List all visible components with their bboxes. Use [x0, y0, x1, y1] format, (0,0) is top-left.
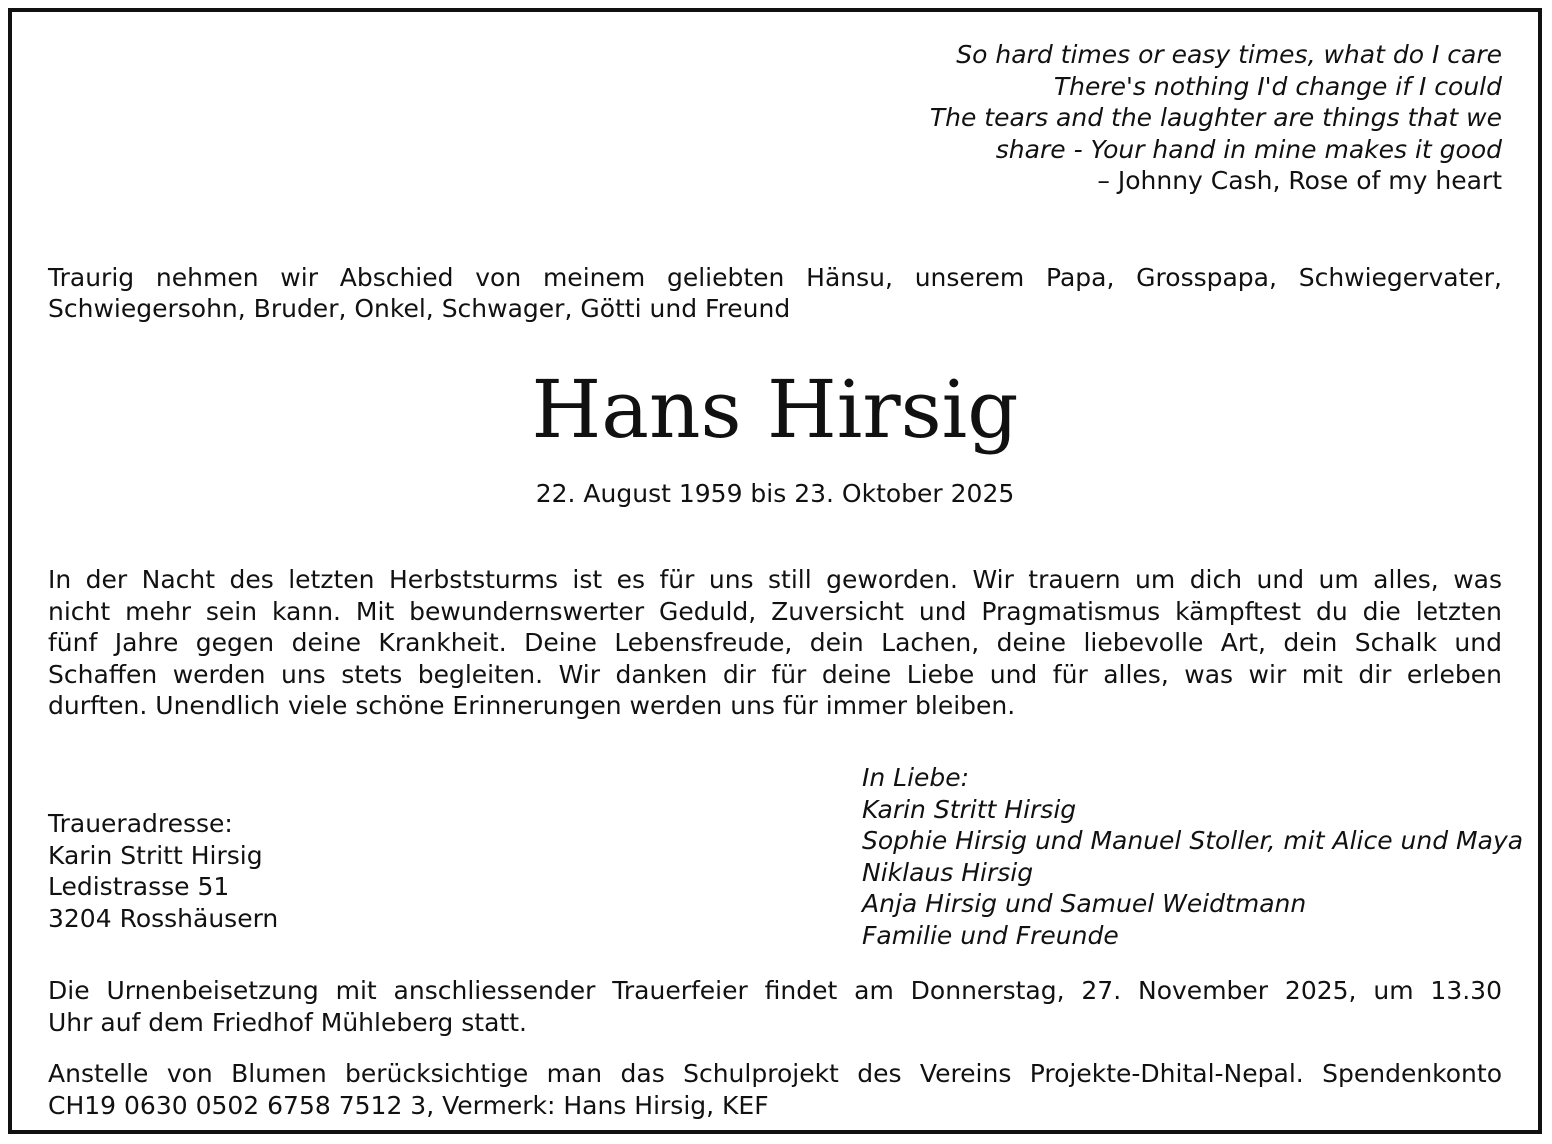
quote-attribution: – Johnny Cash, Rose of my heart — [1097, 166, 1502, 195]
address-name: Karin Stritt Hirsig — [48, 840, 263, 870]
address-city: 3204 Rosshäusern — [48, 903, 279, 933]
intro-line: Schwiegersohn, Bruder, Onkel, Schwager, Götti und Freund — [48, 294, 791, 323]
tribute-line: nicht mehr sein kann. Mit bewundernswerter Geduld, Zuversicht und Pragmatismus kämpftest du die letzten — [48, 596, 1502, 626]
funeral-line: Die Urnenbeisetzung mit anschliessender Trauerfeier findet am Donnerstag, 27. November 2025, um 13.30 — [48, 976, 1502, 1005]
tribute-paragraph — [48, 564, 1502, 722]
mourning-address — [48, 808, 748, 934]
obituary-notice — [8, 8, 1542, 1134]
mourner-name: Anja Hirsig und Samuel Weidtmann — [862, 889, 1307, 918]
address-label: Traueradresse: — [48, 809, 233, 838]
donation-line: Anstelle von Blumen berücksichtige man das Schulprojekt des Vereins Projekte-Dhital-Nepal. Spendenkonto — [48, 1059, 1502, 1088]
tribute-line: In der Nacht des letzten Herbststurms ist es für uns still geworden. Wir trauern um dich und um alles, was — [48, 565, 1502, 594]
quote-line: There's nothing I'd change if I could — [1053, 71, 1502, 101]
intro-text — [48, 262, 1502, 324]
tribute-line: fünf Jahre gegen deine Krankheit. Deine Lebensfreude, dein Lachen, deine liebevolle Art, dein Schalk und — [48, 628, 1502, 657]
mourner-name: Niklaus Hirsig — [862, 857, 1034, 887]
intro-line: Traurig nehmen wir Abschied von meinem geliebten Hänsu, unserem Papa, Grosspapa, Schwiegervater, — [48, 263, 1502, 292]
tribute-line: Schaffen werden uns stets begleiten. Wir danken dir für deine Liebe und für alles, was wir mit dir erleben — [48, 659, 1502, 689]
quote-line: The tears and the laughter are things that we — [929, 103, 1502, 132]
mourner-name: Familie und Freunde — [862, 920, 1119, 950]
donation-info — [48, 1058, 1502, 1121]
mourners-label: In Liebe: — [862, 763, 970, 792]
mourner-name: Sophie Hirsig und Manuel Stoller, mit Alice und Maya — [862, 826, 1524, 855]
address-street: Ledistrasse 51 — [48, 872, 230, 901]
donation-line: CH19 0630 0502 6758 7512 3, Vermerk: Hans Hirsig, KEF — [48, 1090, 769, 1120]
quote-line: So hard times or easy times, what do I care — [956, 40, 1502, 69]
deceased-name: Hans Hirsig — [531, 363, 1019, 456]
mourner-name: Karin Stritt Hirsig — [862, 794, 1077, 824]
tribute-line: durften. Unendlich viele schöne Erinnerungen werden uns für immer bleiben. — [48, 691, 1016, 720]
mourners-list — [862, 762, 1524, 951]
quote-line: share - Your hand in mine makes it good — [995, 134, 1502, 164]
life-dates: 22. August 1959 bis 23. Oktober 2025 — [535, 479, 1015, 508]
song-quote — [48, 39, 1502, 197]
funeral-line: Uhr auf dem Friedhof Mühleberg statt. — [48, 1007, 527, 1037]
funeral-info — [48, 975, 1502, 1038]
